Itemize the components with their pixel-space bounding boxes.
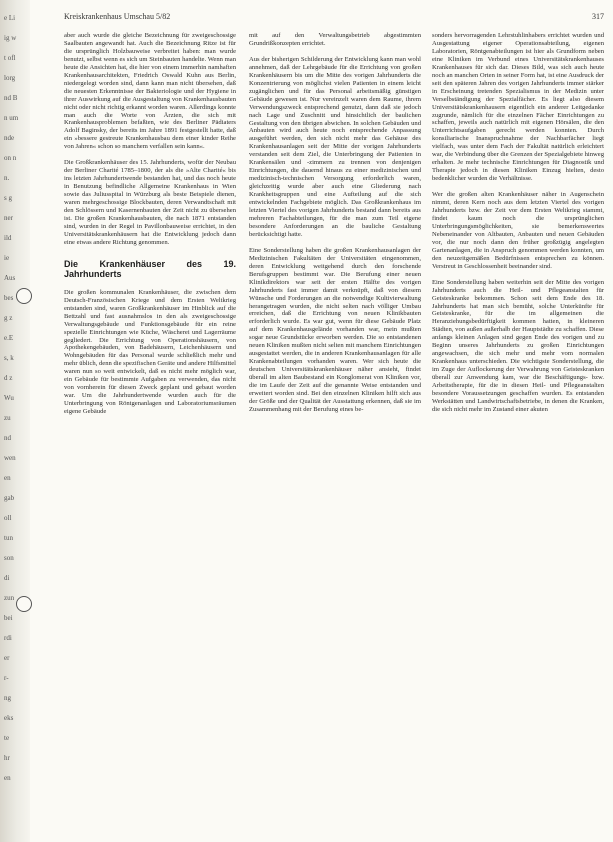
adjacent-page-fragment: ie bbox=[4, 254, 10, 262]
adjacent-page-fragment: e.E bbox=[4, 334, 14, 342]
paragraph: Die großen kommunalen Krankenhäuser, die zwischen dem Deutsch-Französischen Kriege und dem Ersten Weltkrieg entstanden sind, waren Großkrankenhäuser im Hinblick auf die Bettzahl und fast ausnahmslos in den als zweigeschossige Verwaltungsgebäude und Funktionsgebäude für ein reine spezielle Einrichtungen wie Küche, Wäscherei und Lagerräume gegliedert. Die Errichtung von Operationshäusern, von Apothekengebäuden, von Badehäusern, Leichenhäusern und Wohngebäuden für das Personal wurde schließlich mehr und mehr üblich, denn die spezifischen Geräte und andere Hilfsmittel waren nun so weit entwickelt, daß es nicht mehr möglich war, ein Gebäude für bestimmte Aufgaben zu verwenden, das nicht von vornherein für diesen Zweck geplant und gebaut worden war. Um die Jahrhundertwende wurden auch für die Unterbringung von Röntgenanlagen und Laboratoriumsräumen eigene Gebäude bbox=[64, 288, 236, 416]
adjacent-page-fragment: bei bbox=[4, 614, 13, 622]
adjacent-page-fragment: Aus bbox=[4, 274, 16, 282]
binder-ring-top-icon bbox=[16, 288, 32, 304]
paragraph: sonders hervorragenden Lehrstuhlinhabers errichtet wurden und Ausgestattung eigener Operationsabteilung, eigenen Laboratorien, Röntgenabteilungen ist hier als Grundform neben eine Kliniken im Verbund eines Universitätskrankenhauses Krankenhauses für sich dar. Dieses Bild, was sich auch heute noch an manchen Orten in seiner Form hat, ist eine Ausdruck der seit den späteren Jahren des vorigen Jahrhunderts immer stärker in Erscheinung tretenden Spezialismus in der Medizin unter Verselbständigung der Spezialfächer. Es liegt also diesem Universitätskrankenhausern eigentlich ein anderer Leitgedanke zugrunde, nämlich für die einzelnen Fächer Einrichtungen zu schaffen, jeweils auch natürlich mit eigenen Hörsälen, die den Unterrichtsaufgaben gerecht werden konnten. Durch konsiliarische Inanspruchnahme der Nachbarfächer liegt vielfach, was unter dem Fach der Fakultät natürlich erleichtert war, die Verbindung über die Grenzen der Spezialgebiete hinweg erhalten. Je mehr technische Einrichtungen für Diagnostik und Therapie jedoch in diesen Kliniken Einzug hielten, desto bedenklicher wurden die Verhältnisse. bbox=[432, 32, 604, 183]
adjacent-page-fragment: t ofl bbox=[4, 54, 16, 62]
adjacent-page-fragment: oll bbox=[4, 514, 12, 522]
adjacent-page-fragment: hr bbox=[4, 754, 10, 762]
adjacent-page-fragment: tun bbox=[4, 534, 13, 542]
adjacent-page-fragment: n um bbox=[4, 114, 19, 122]
paragraph: Die Großkrankenhäuser des 15. Jahrhunderts, wofür der Neubau der Berliner Charité 1785–1800, der als die »Alte Charité« bis ins letzten Jahrhundertwende bestanden hat, und das noch heute in Benutzung befindliche Allgemeine Krankenhaus in Wien sowie das Juliusspital in Würzburg als beste Beispiele dienen, waren mehrgeschossige Blockbauten, deren Verwandtschaft mit den Schlössern und Kasernenbauten der Zeit nicht zu übersehen ist. Die großen Krankenhausbauten, die nach 1871 entstanden sind, wurden in der Regel in Pavillonbauweise errichtet, in den Universitätskrankenhäusern hat die Entwicklung jedoch dann eine etwas andere Richtung genommen. bbox=[64, 159, 236, 246]
adjacent-page-fragment: gab bbox=[4, 494, 15, 502]
adjacent-page-fragment: s, k bbox=[4, 354, 14, 362]
adjacent-page-fragment: bes bbox=[4, 294, 14, 302]
adjacent-page-fragment: s g bbox=[4, 194, 12, 202]
section-heading: Die Krankenhäuser des 19. Jahrhunderts bbox=[64, 258, 236, 279]
paragraph: Eine Sonderstellung haben die großen Krankenhausanlagen der Medizinischen Fakultäten der Universitäten eingenommen, deren Entwicklung weitgehend durch den forschende Berufsgruppen bestimmt war. Die Berufung einer neuen Klinikdirektors war seit der ersten Hälfte des vorigen Jahrhunderts fast immer damit verknüpft, daß von diesem Wünsche und Forderungen an die notwendige Kultivierwaltung herangetragen wurden, die nicht selten nach völliger Umbau erreichen, daß die Errichtung von neuen Klinikbauten erforderlich wurde. Es war gut, wenn für diese Gebäude Platz auf dem Krankenhausgelände vorhanden war, mein mußten sogar neue Grundstücke erworben werden. Die so entstandenen neuen Kliniken mußten nicht selten mit manchem Einrichtungen ausgestattet werden, die in anderen Krankenhausanlagen für alle Krankenabteilungen vorhanden waren. Wer sich heute die deutschen Universitätskrankenhäuser näher ansieht, findet überall im alten Baubestand ein Konglomerat von Kliniken vor, die im Laufe der Zeit auf die genannte Weise entstanden und erweitert worden sind. Bei den einzelnen Kliniken hilft sich aus der Größe und der Qualität der Ausstattung erkennen, daß sie im Zusammenhang mit der Berufung eines be- bbox=[249, 246, 421, 413]
adjacent-page-fragment: ng bbox=[4, 694, 11, 702]
adjacent-page-fragment: en bbox=[4, 474, 11, 482]
text-column-3 bbox=[432, 32, 604, 422]
paragraph: Aus der bisherigen Schilderung der Entwicklung kann man wohl annehmen, daß der Lehrgebäude für die Errichtung von großen Krankenhäusern bis um die Mitte des vorigen Jahrhunderts die Konzentrierung von möglichst vielen Patienten in einem leicht zugänglichen und für das Personal arbeitsmäßig günstigen Gebäude gewesen ist. Nur vereinzelt waren dem Raume, ihrem Verwendungszweck entsprechend genutzt, dann daß sie jedoch nach Lage und Zuschnitt und hinsichtlich der baulichen Gestaltung von den übrigen abwichen. In solchen Gebäuden und Anbauten wird auch heute noch entsprechende Anpassung ausgeführt werden, den sich nicht mehr das Gehäuse des Krankenhausanlagen seit der Mitte der vorigen Jahrhunderts verstanden seit dem Ziel, die Unterbringung der Patienten in Krankensälen und -zimmern zu trennen von denjenigen Einrichtungen, die dauernd hinaus zu einer medizinischen und medizinisch-technischen Versorgung erforderlich waren, gleichzeitig wurde aber auch eine Gliederung nach Krankheitsgruppen und eine Aufteilung auf die sich entwickelnden Fachgebiete möglich. Das Großkrankenhaus im letzten Viertel des vorigen Jahrhunderts bestand dann bereits aus mehreren Fachabteilungen, für die man zum Teil eigene besondere Anforderungen an die bauliche Gestaltung berücksichtigt hatte. bbox=[249, 55, 421, 238]
paragraph: mit auf den Verwaltungsbetrieb abgestimmten Grundrißkonzepten errichtet. bbox=[249, 32, 421, 47]
adjacent-page-fragment: er bbox=[4, 654, 10, 662]
adjacent-page-fragment: wen bbox=[4, 454, 16, 462]
adjacent-page-fragment: Wu bbox=[4, 394, 14, 402]
text-column-1 bbox=[64, 32, 236, 424]
adjacent-page-fragment: nd B bbox=[4, 94, 18, 102]
adjacent-page-fragment: on n bbox=[4, 154, 17, 162]
page-number: 317 bbox=[592, 12, 604, 21]
journal-page bbox=[44, 10, 604, 836]
adjacent-page-fragment: d z bbox=[4, 374, 13, 382]
adjacent-page-fragment: e Li bbox=[4, 14, 16, 22]
adjacent-page-edge bbox=[0, 0, 30, 842]
binder-ring-bottom-icon bbox=[16, 596, 32, 612]
paragraph: Wer die großen alten Krankenhäuser näher in Augenschein nimmt, deren Kern noch aus dem letzten Viertel des vorigen Jahrhunderts bzw. der Zeit vor dem Ersten Weltkrieg stammt, findet kaum noch die ursprünglichen Unterbringungsmöglichkeiten, sie bemerkenswertes Nebeneinander von Altbauten, Anbauten und neuen Gebäuden vor, die nur noch dann den früher großzügig angelegten Gartenanlagen, die in Anspruch genommen werden konnten, um den neuzeitgemäßen Bedürfnissen entsprechen zu können. Verstreut in Geschlossenheit beeinander sind. bbox=[432, 191, 604, 270]
adjacent-page-fragment: zu bbox=[4, 414, 11, 422]
adjacent-page-fragment: rdi bbox=[4, 634, 12, 642]
adjacent-page-fragment: lorg bbox=[4, 74, 16, 82]
paragraph: aber auch wurde die gleiche Bezeichnung für zweigeschossige Saalbauten angewandt hat. Auch die Bezeichnung Ritze ist für die ursprünglich Holzbauweise verbreitet haben: man wurde benutzt, selbst wenn es sich um Steinbauten handelte. Wenn man heute die Ansichten hat, die hier von einem immerhin namhaften Krankenhausarchitekten, Friedrich Oswald Kuhn aus Berlin, niedergelegt worden sind, dann kann man nicht übersehen, daß die neuesten Erkenntnisse der Bakteriologie und der Hygiene in ihrer Auswirkung auf die Ausgestaltung von Krankenhausbauten nicht oder nicht richtig erkannt worden waren. Allerdings konnte man auch die Worte von Ärzten, die sich mit Krankenhausproblemen befaßten, wie des Berliner Pädiaters Adolf Baginsky, der bereits im Jahre 1891 festgestellt hatte, daß ein »bessere gestreute Krankenhausbau dem einer kinder Reihe von Jahren« schon so manchem verfallen sein kann«. bbox=[64, 32, 236, 151]
page-header bbox=[64, 10, 604, 28]
adjacent-page-fragment: ner bbox=[4, 214, 13, 222]
adjacent-page-fragment: g z bbox=[4, 314, 13, 322]
adjacent-page-fragment: nd bbox=[4, 434, 11, 442]
adjacent-page-fragment: di bbox=[4, 574, 10, 582]
adjacent-page-fragment: n. bbox=[4, 174, 10, 182]
paragraph: Eine Sonderstellung haben weiterhin seit der Mitte des vorigen Jahrhunderts auch die Heil- und Pflegeanstalten für Geisteskranke bekommen. Schon seit dem Ende des 18. Jahrhunderts hat man sich bemüht, solche Unterkünfte für Geisteskranke, für die im allgemeinen die Heranziehungsbedürftigkeit kommen hatten, in kleineren Städten, von außen außerhalb der Hauptstädte zu schaffen. Diese anfangs kleinen Anlagen sind gegen Ende des vorigen und zu Beginn unseres Jahrhunderts zu großen Einrichtungen angewachsen, die sich mehr und mehr vom normalen Krankenhaus unterschieden. Die wichtigste Sonderstellung, die im Zuge der Auflockerung der Verwahrung von Geisteskranken überall zur Anwendung kam, war die Beschäftigungs- bzw. Arbeitstherapie, für die in diesen Heil- und Pflegeanstalten besondere Voraussetzungen geschaffen wurden. Es entstanden Werkstätten und Landwirtschaftsbetriebe, in denen die Kranken, die sich nicht mehr im Zustand einer akuten bbox=[432, 278, 604, 413]
journal-source: Kreiskrankenhaus Umschau 5/82 bbox=[64, 12, 171, 21]
adjacent-page-fragment: ig w bbox=[4, 34, 17, 42]
text-column-2 bbox=[249, 32, 421, 422]
adjacent-page-fragment: en bbox=[4, 774, 11, 782]
adjacent-page-fragment: nde bbox=[4, 134, 15, 142]
adjacent-page-fragment: zun bbox=[4, 594, 15, 602]
adjacent-page-fragment: ild bbox=[4, 234, 12, 242]
adjacent-page-fragment: r- bbox=[4, 674, 9, 682]
adjacent-page-fragment: eks bbox=[4, 714, 14, 722]
adjacent-page-fragment: te bbox=[4, 734, 10, 742]
adjacent-page-fragment: son bbox=[4, 554, 14, 562]
